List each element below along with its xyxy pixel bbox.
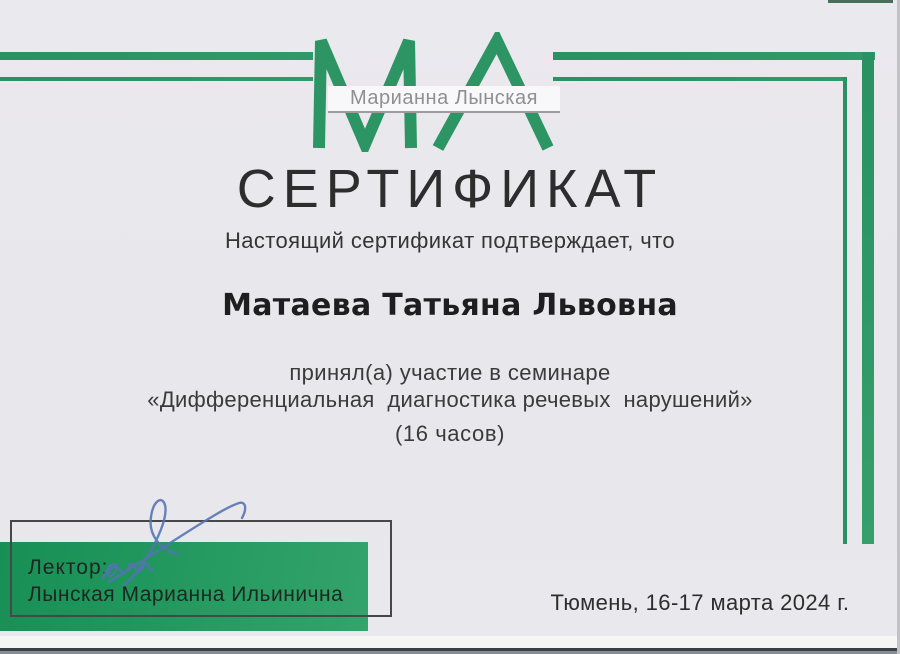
brand-name: Марианна Лынская <box>350 87 538 109</box>
seminar-title: «Дифференциальная диагностика речевых нарушений» <box>147 387 753 412</box>
place-date: Тюмень, 16-17 марта 2024 г. <box>550 590 850 615</box>
lecturer-name: Лынская Марианна Ильинична <box>28 583 344 606</box>
duration-line: (16 часов) <box>394 421 506 446</box>
scan-artifact-top-right <box>828 0 893 3</box>
top-rule-left-thin <box>0 77 313 81</box>
recipient-name: Матаева Татьяна Львовна <box>222 288 678 323</box>
top-rule-right-thin <box>553 77 847 81</box>
brand-name-band <box>328 86 560 113</box>
participation-line: принял(а) участие в семинаре <box>289 360 611 385</box>
lecturer-label: Лектор: <box>28 556 109 579</box>
statement-line: Настоящий сертификат подтверждает, что <box>224 228 676 253</box>
top-rule-right-thick <box>553 52 875 60</box>
top-rule-left-thick <box>0 52 313 60</box>
certificate-title: СЕРТИФИКАТ <box>236 159 664 219</box>
scan-edge-white-strip <box>0 636 900 648</box>
signature-icon <box>95 492 255 592</box>
